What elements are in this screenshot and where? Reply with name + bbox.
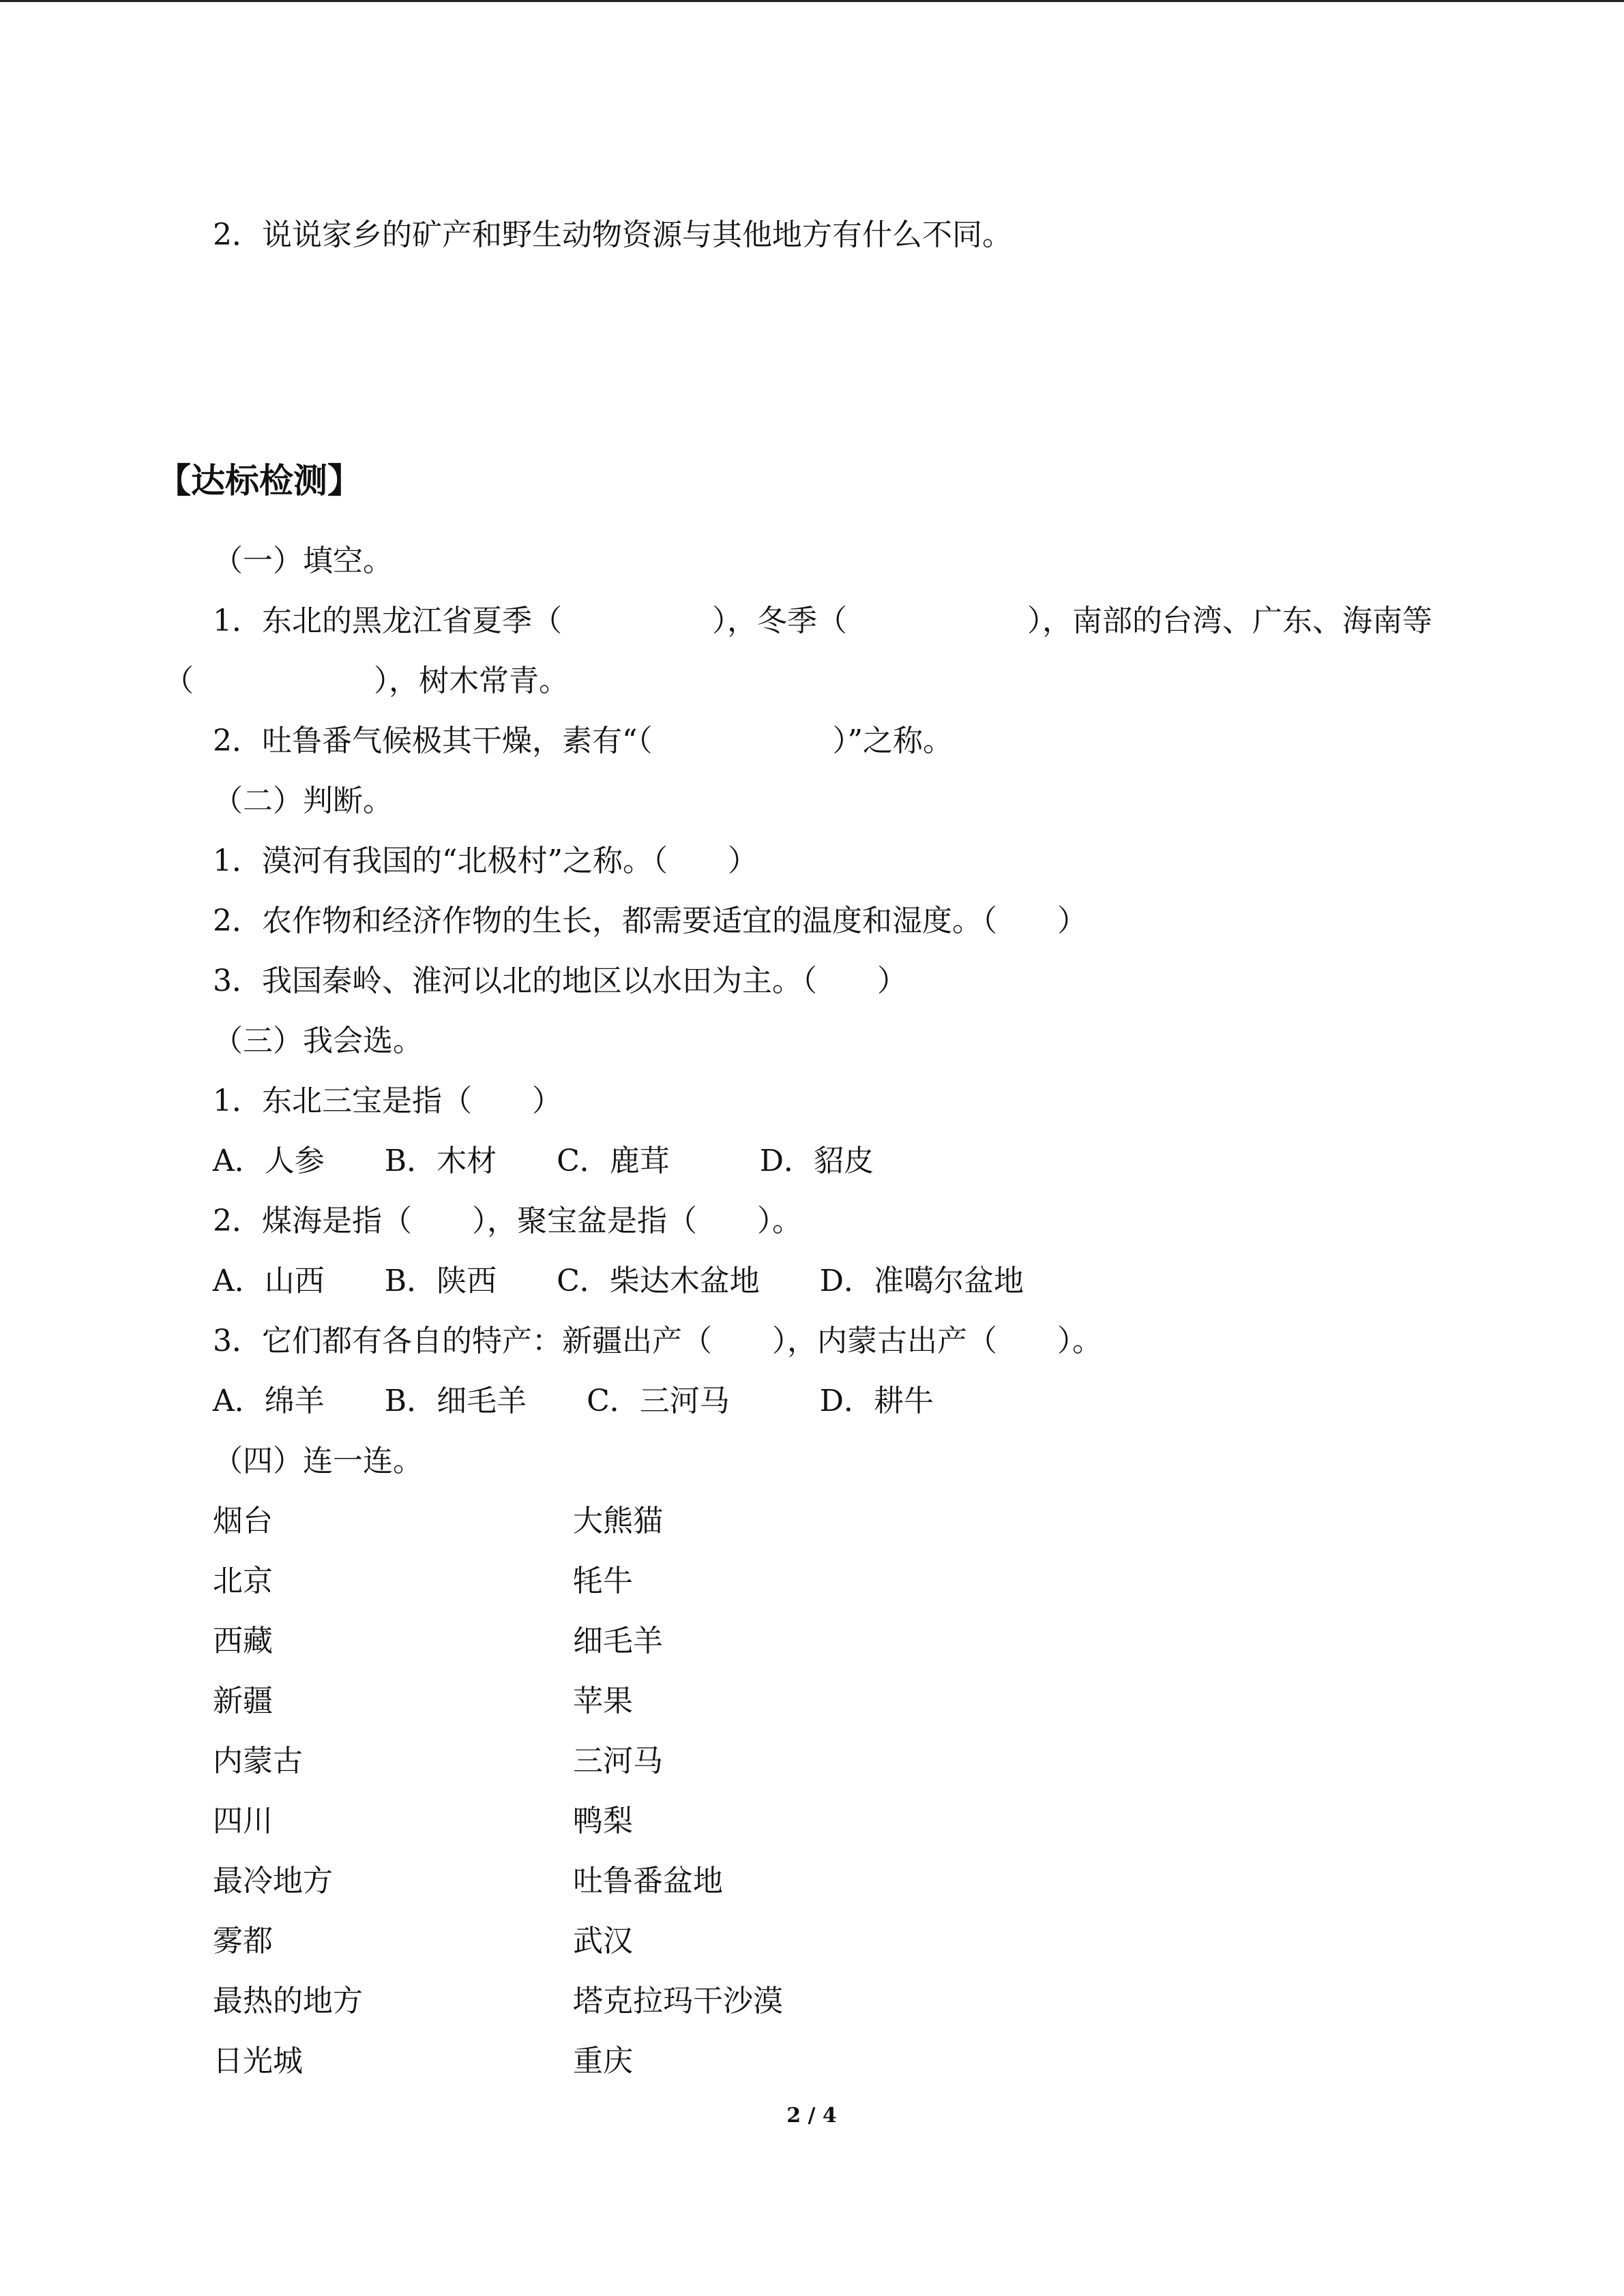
fill-heading: （一）填空。 (213, 543, 393, 578)
match-right-item: 牦牛 (573, 1564, 633, 1598)
choose-question-3: 3．它们都有各自的特产：新疆出产（ ），内蒙古出产（ ）。 (213, 1324, 1102, 1358)
match-right-item: 吐鲁番盆地 (573, 1864, 723, 1898)
match-left-item: 烟台 (213, 1504, 273, 1538)
match-left-item: 西藏 (213, 1624, 273, 1658)
match-left-item: 最冷地方 (213, 1864, 333, 1898)
match-left-item: 新疆 (213, 1684, 273, 1718)
choose-question-2: 2．煤海是指（ ），聚宝盆是指（ ）。 (213, 1204, 802, 1238)
choose-question-2-options: A．山西 B．陕西 C．柴达木盆地 D．准噶尔盆地 (213, 1264, 1024, 1298)
match-left-item: 内蒙古 (213, 1744, 303, 1778)
page-top-border (0, 0, 1624, 2)
match-right-item: 细毛羊 (573, 1624, 663, 1658)
intro-question-2: 2．说说家乡的矿产和野生动物资源与其他地方有什么不同。 (213, 218, 1012, 252)
match-left-item: 北京 (213, 1564, 273, 1598)
match-right-item: 苹果 (573, 1684, 633, 1718)
judge-question-1: 1．漠河有我国的“北极村”之称。（ ） (213, 844, 758, 878)
match-left-item: 雾都 (213, 1924, 273, 1958)
match-heading: （四）连一连。 (213, 1444, 423, 1478)
fill-question-2: 2．吐鲁番气候极其干燥，素有“（ ）”之称。 (213, 724, 953, 758)
match-left-item: 日光城 (213, 2044, 303, 2078)
match-left-item: 四川 (213, 1804, 273, 1838)
match-left-item: 最热的地方 (213, 1984, 363, 2018)
choose-heading: （三）我会选。 (213, 1024, 423, 1058)
match-right-item: 三河马 (573, 1744, 663, 1778)
section-title: 【达标检测】 (157, 460, 361, 501)
page-number: 2 / 4 (786, 2104, 837, 2128)
choose-question-1-options: A．人参 B．木材 C．鹿茸 D．貂皮 (213, 1144, 874, 1178)
fill-question-1-line-1: 1．东北的黑龙江省夏季（ ），冬季（ ），南部的台湾、广东、海南等 (213, 603, 1432, 638)
match-right-item: 鸭梨 (573, 1804, 633, 1838)
judge-question-3: 3．我国秦岭、淮河以北的地区以水田为主。（ ） (213, 964, 907, 998)
choose-question-1: 1．东北三宝是指（ ） (213, 1084, 562, 1118)
judge-question-2: 2．农作物和经济作物的生长，都需要适宜的温度和湿度。（ ） (213, 904, 1087, 938)
fill-question-1-line-2: （ ），树木常青。 (164, 664, 569, 698)
judge-heading: （二）判断。 (213, 784, 393, 818)
match-right-item: 塔克拉玛干沙漠 (573, 1984, 783, 2018)
match-right-item: 大熊猫 (573, 1504, 663, 1538)
match-right-item: 重庆 (573, 2044, 633, 2078)
match-right-item: 武汉 (573, 1924, 633, 1958)
choose-question-3-options: A．绵羊 B．细毛羊 C．三河马 D．耕牛 (213, 1384, 934, 1418)
